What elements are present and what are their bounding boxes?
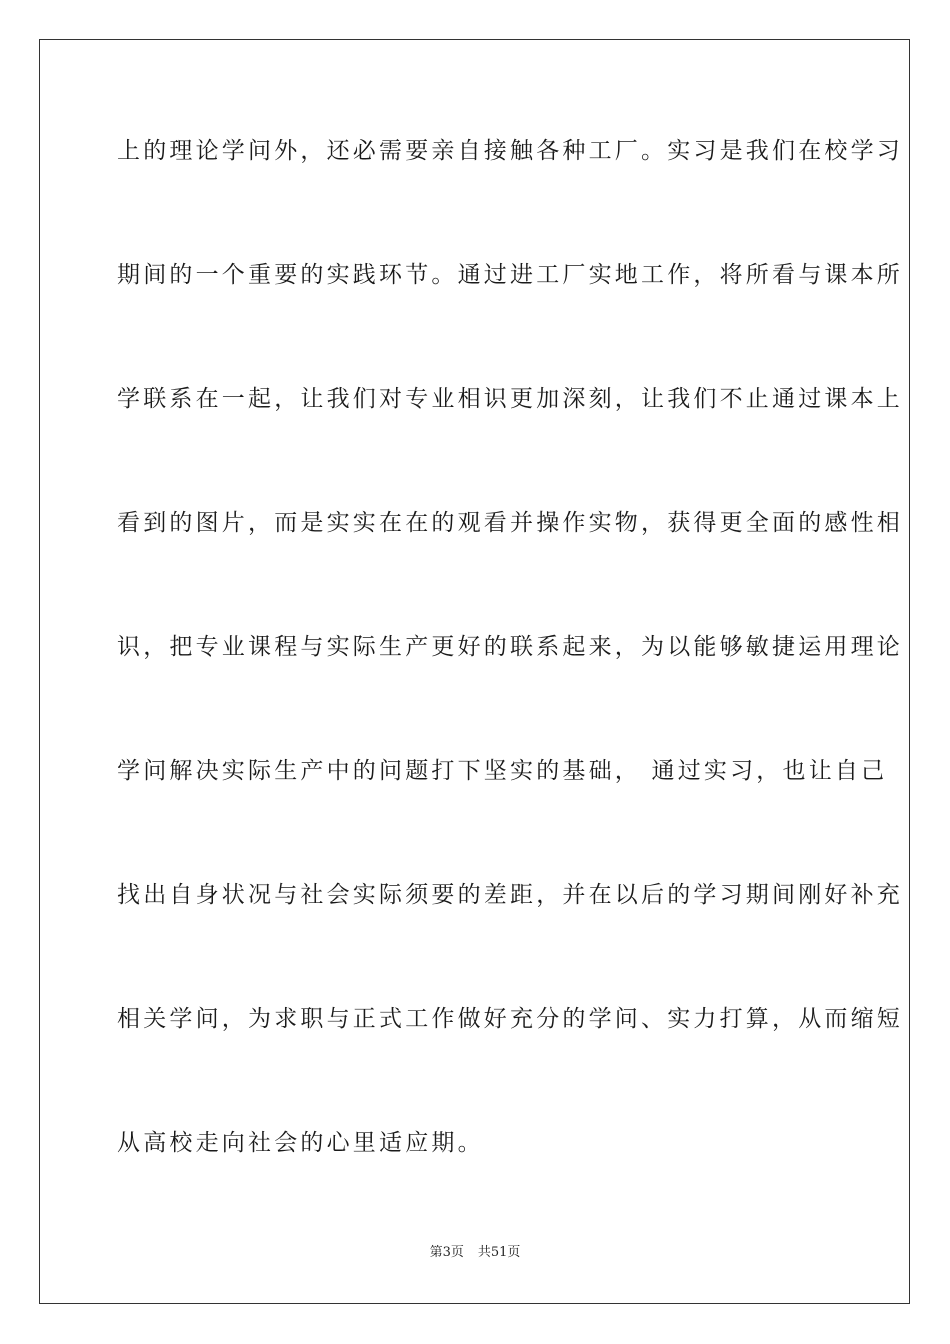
text-line-1: 上的理论学问外，还必需要亲自接触各种工厂。实习是我们在校学习 <box>117 138 903 164</box>
text-line-2: 期间的一个重要的实践环节。通过进工厂实地工作，将所看与课本所 <box>117 262 903 288</box>
text-line-5: 识，把专业课程与实际生产更好的联系起来，为以能够敏捷运用理论 <box>117 634 903 660</box>
text-line-4: 看到的图片，而是实实在在的观看并操作实物，获得更全面的感性相 <box>117 510 903 536</box>
page-number: 第3页 <box>429 1245 464 1260</box>
page-footer <box>0 1244 950 1262</box>
page-total: 共51页 <box>477 1245 521 1260</box>
text-line-8: 相关学问，为求职与正式工作做好充分的学问、实力打算，从而缩短 <box>117 1006 903 1032</box>
page-border <box>39 39 910 1304</box>
text-line-3: 学联系在一起，让我们对专业相识更加深刻，让我们不止通过课本上 <box>117 386 903 412</box>
text-line-6: 学问解决实际生产中的问题打下坚实的基础， 通过实习，也让自己 <box>117 758 888 784</box>
text-line-7: 找出自身状况与社会实际须要的差距，并在以后的学习期间刚好补充 <box>117 882 903 908</box>
text-line-9: 从高校走向社会的心里适应期。 <box>117 1130 484 1156</box>
